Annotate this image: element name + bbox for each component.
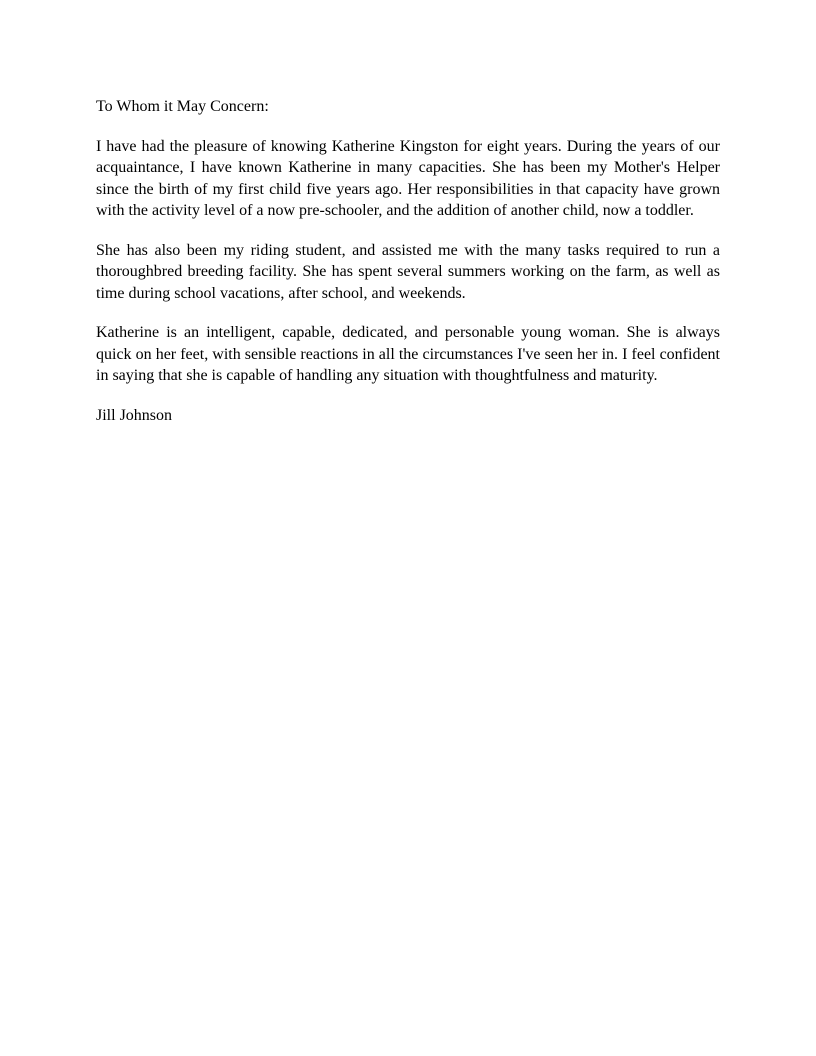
letter-signature: Jill Johnson [96, 406, 173, 424]
recommendation-letter [96, 96, 720, 426]
letter-paragraph-2: She has also been my riding student, and assisted me with the many tasks required to run a thoroughbred breeding facility. She has spent several summers working on the farm, as well as time during school vacations, after school, and weekends. [96, 241, 720, 302]
letter-paragraph-3: Katherine is an intelligent, capable, dedicated, and personable young woman. She is always quick on her feet, with sensible reactions in all the circumstances I've seen her in. I feel confident in saying that she is capable of handling any situation with thoughtfulness and maturity. [96, 324, 720, 384]
letter-paragraph-1: I have had the pleasure of knowing Katherine Kingston for eight years. During the years of our acquaintance, I have known Katherine in many capacities. She has been my Mother's Helper since the birth of my first child five years ago. Her responsibilities in that capacity have grown with the activity level of a now pre-schooler, and the addition of another child, now a toddler. [96, 137, 720, 219]
letter-salutation: To Whom it May Concern: [96, 98, 269, 115]
